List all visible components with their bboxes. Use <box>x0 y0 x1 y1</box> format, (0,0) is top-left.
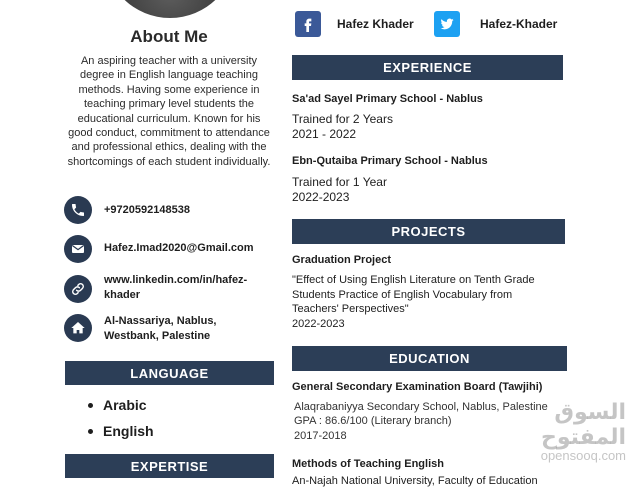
job-1-years: 2021 - 2022 <box>292 127 357 141</box>
job-2-school: Ebn-Qutaiba Primary School - Nablus <box>292 155 488 167</box>
job-2-duration: Trained for 1 Year <box>292 175 387 189</box>
bullet-icon <box>88 429 93 434</box>
language-item-arabic <box>88 397 147 413</box>
phone-text: +9720592148538 <box>104 204 190 216</box>
education-gpa: GPA : 86.6/100 (Literary branch) <box>294 415 452 427</box>
education-board: General Secondary Examination Board (Tawjihi) <box>292 381 543 393</box>
contact-email <box>64 235 254 263</box>
address-line2: Westbank, Palestine <box>104 330 211 342</box>
facebook-name: Hafez Khader <box>337 17 414 31</box>
watermark-arabic: السوق المفتوح <box>540 400 626 450</box>
watermark-latin: opensooq.com <box>540 448 626 463</box>
expertise-heading: EXPERTISE <box>65 454 274 478</box>
job-1-duration: Trained for 2 Years <box>292 112 393 126</box>
about-text: An aspiring teacher with a university degree in English language teaching methods. Having some experience in teaching primary level students the educational curriculum. Known for his good conduct, commitment to attendance and professional ethics, dealing with the shortcomings of each student individually. <box>67 55 271 168</box>
envelope-icon <box>64 235 92 263</box>
project-desc-line3: Teachers' Perspectives" <box>292 303 409 315</box>
home-icon <box>64 314 92 342</box>
language-label: English <box>103 423 154 439</box>
project-desc-line2: Students Practice of English Vocabulary from <box>292 289 513 301</box>
bullet-icon <box>88 403 93 408</box>
contact-linkedin <box>64 275 247 303</box>
twitter-icon <box>434 11 460 37</box>
phone-icon <box>64 196 92 224</box>
email-text[interactable]: Hafez.Imad2020@Gmail.com <box>104 242 254 254</box>
projects-heading: PROJECTS <box>292 219 565 244</box>
profile-photo <box>104 0 236 18</box>
facebook-link[interactable] <box>295 11 414 37</box>
job-1-school: Sa'ad Sayel Primary School - Nablus <box>292 93 483 105</box>
linkedin-text-line1[interactable]: www.linkedin.com/in/hafez- <box>104 274 248 286</box>
project-title: Graduation Project <box>292 254 392 266</box>
education-degree: Methods of Teaching English <box>292 458 444 470</box>
linkedin-text-line2[interactable]: khader <box>104 289 141 301</box>
twitter-link[interactable] <box>434 11 557 37</box>
language-label: Arabic <box>103 397 147 413</box>
twitter-name: Hafez-Khader <box>480 17 558 31</box>
watermark <box>466 400 626 463</box>
facebook-icon <box>295 11 321 37</box>
address-line1: Al-Nassariya, Nablus, <box>104 315 217 327</box>
project-year: 2022-2023 <box>292 318 345 330</box>
education-school: Alaqrabaniyya Secondary School, Nablus, Palestine <box>294 401 548 413</box>
job-2-years: 2022-2023 <box>292 190 350 204</box>
language-item-english <box>88 423 154 439</box>
about-title: About Me <box>130 27 208 46</box>
education-heading: EDUCATION <box>292 346 567 371</box>
project-desc-line1: "Effect of Using English Literature on Tenth Grade <box>292 274 535 286</box>
link-icon <box>64 275 92 303</box>
education-university: An-Najah National University, Faculty of Education <box>292 475 538 487</box>
contact-phone <box>64 196 190 224</box>
experience-heading: EXPERIENCE <box>292 55 563 80</box>
language-heading: LANGUAGE <box>65 361 274 385</box>
education-years: 2017-2018 <box>294 430 347 442</box>
contact-address <box>64 314 217 344</box>
